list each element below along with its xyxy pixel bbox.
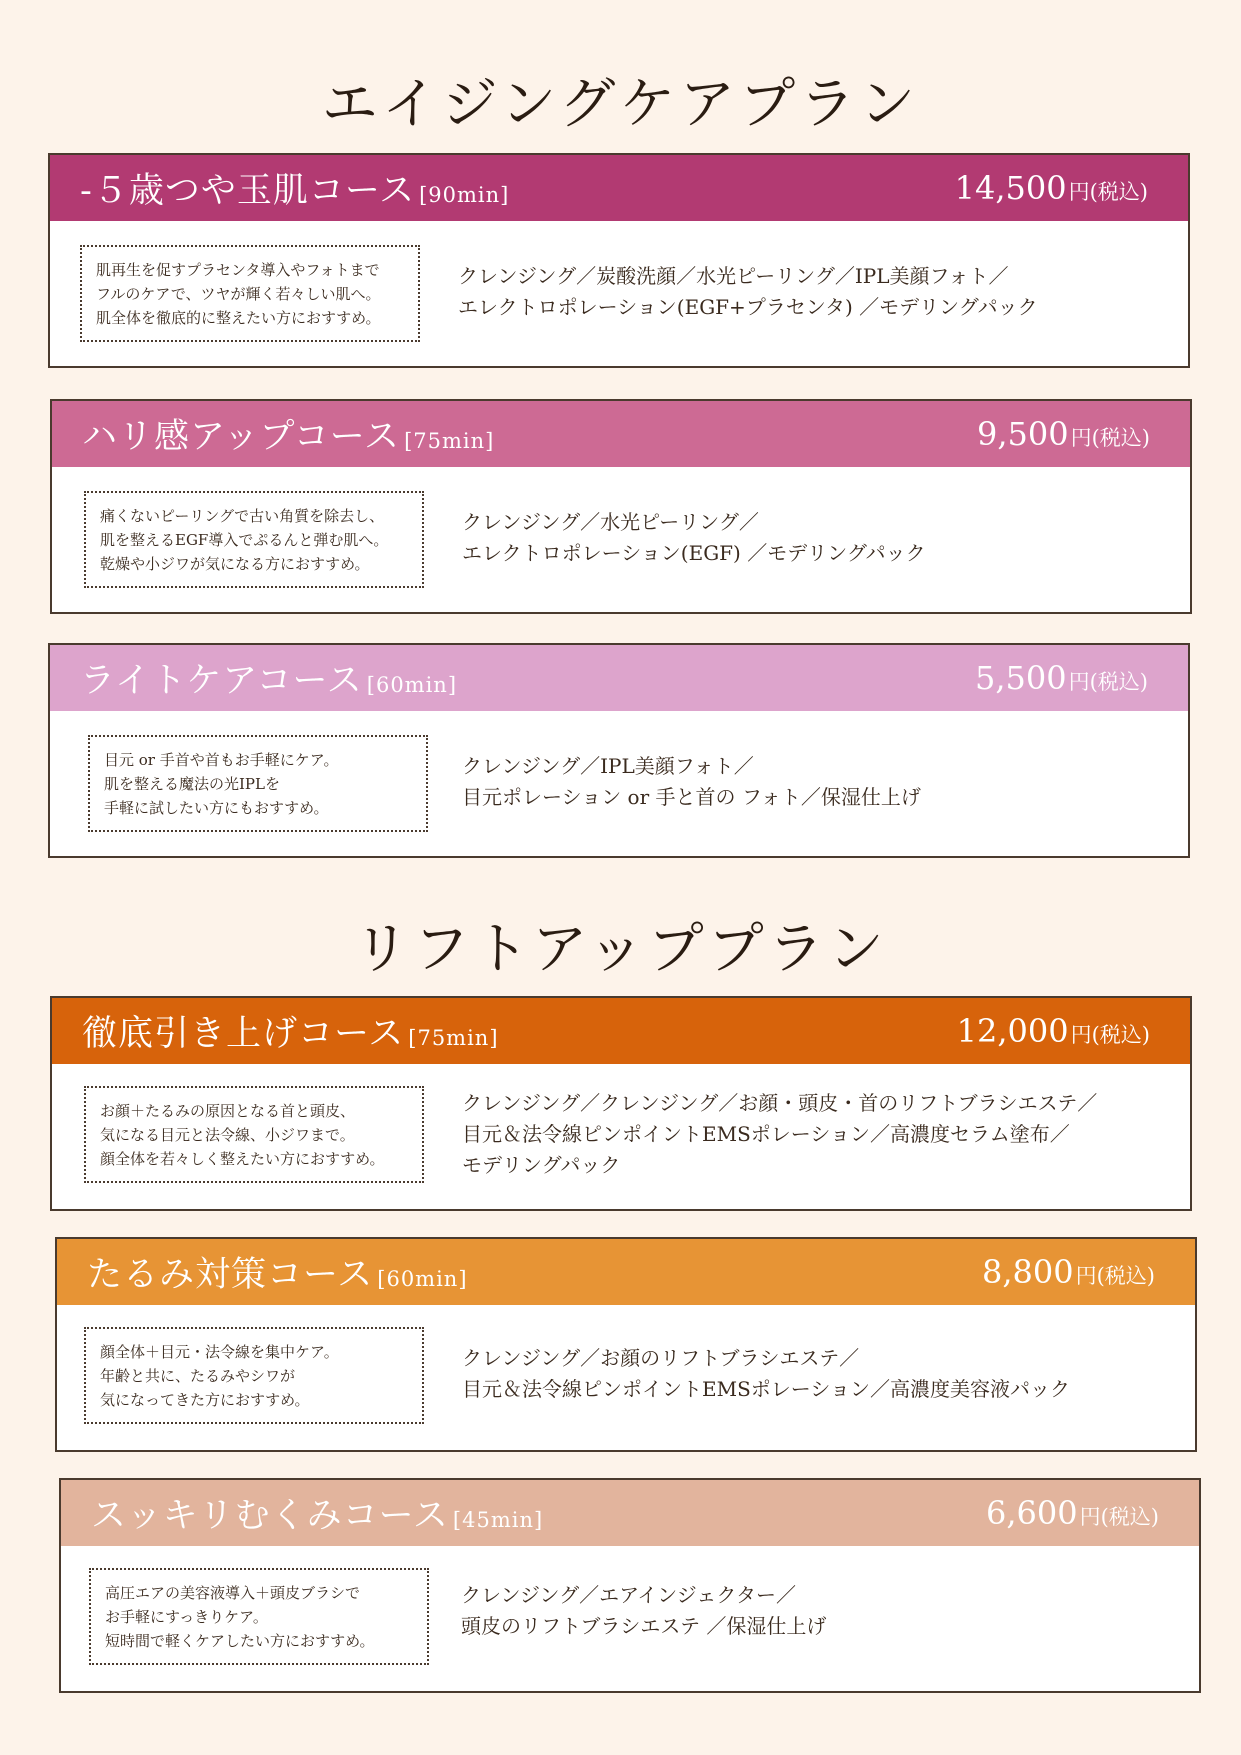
course-menu <box>462 751 921 813</box>
course-price <box>957 1012 1150 1050</box>
price-value: 12,000 <box>956 1012 1069 1050</box>
course-price <box>955 169 1148 207</box>
menu-line: エレクトロポレーション(EGF) ／モデリングパック <box>462 541 926 565</box>
menu-line: クレンジング／お顔のリフトブラシエステ／ <box>462 1346 860 1370</box>
course-name: ハリ感アップコース [75min] <box>82 417 495 457</box>
course-card <box>50 399 1192 614</box>
course-header <box>50 155 1188 221</box>
description-line: 痛くないピーリングで古い角質を除去し、 <box>100 506 385 525</box>
menu-line: クレンジング／炭酸洗顔／水光ピーリング／IPL美顔フォト／ <box>458 264 1009 288</box>
description-line: 肌を整えるEGF導入でぷるんと弾む肌へ。 <box>100 530 389 549</box>
description-line: 肌全体を徹底的に整えたい方におすすめ。 <box>96 308 381 327</box>
description-line: 肌を整える魔法の光IPLを <box>104 774 280 793</box>
course-description <box>89 1568 429 1665</box>
price-unit: 円(税込) <box>1075 1264 1155 1288</box>
course-name: ライトケアコース [60min] <box>80 661 458 701</box>
course-description <box>84 491 424 588</box>
description-line: 目元 or 手首や首もお手軽にケア。 <box>104 750 339 769</box>
menu-line: 頭皮のリフトブラシエステ ／保湿仕上げ <box>461 1614 827 1638</box>
course-body <box>52 1064 1190 1209</box>
course-price <box>975 659 1148 697</box>
description-line: 肌再生を促すプラセンタ導入やフォトまで <box>96 260 380 279</box>
price-value: 8,800 <box>982 1253 1074 1291</box>
section-title-aging-care: エイジングケアプラン <box>321 72 920 137</box>
description-line: 短時間で軽くケアしたい方におすすめ。 <box>105 1631 375 1650</box>
description-line: お顔＋たるみの原因となる首と頭皮、 <box>100 1101 356 1120</box>
description-line: 手軽に試したい方にもおすすめ。 <box>104 798 329 817</box>
course-description <box>84 1086 424 1183</box>
menu-line: 目元＆法令線ピンポイントEMSポレーション／高濃度セラム塗布／ <box>462 1122 1070 1146</box>
course-duration: [60min] <box>377 1267 468 1291</box>
course-price <box>986 1494 1159 1532</box>
course-card <box>48 643 1190 858</box>
description-line: 顔全体＋目元・法令線を集中ケア。 <box>100 1342 339 1361</box>
course-header <box>52 401 1190 467</box>
menu-line: 目元＆法令線ピンポイントEMSポレーション／高濃度美容液パック <box>462 1377 1070 1401</box>
course-duration: [90min] <box>419 183 510 207</box>
course-body <box>61 1546 1199 1691</box>
description-line: 気になる目元と法令線、小ジワまで。 <box>100 1125 355 1144</box>
price-value: 6,600 <box>986 1494 1078 1532</box>
course-header <box>57 1239 1195 1305</box>
price-unit: 円(税込) <box>1070 426 1150 450</box>
description-line: お手軽にすっきりケア。 <box>105 1607 268 1626</box>
price-unit: 円(税込) <box>1068 670 1148 694</box>
section-title-lift-up: リフトアッププラン <box>353 917 888 982</box>
course-duration: [45min] <box>452 1508 544 1532</box>
course-menu <box>461 1580 826 1642</box>
description-line: 年齢と共に、たるみやシワが <box>100 1366 296 1385</box>
price-unit: 円(税込) <box>1068 180 1148 204</box>
course-price <box>977 415 1150 453</box>
course-menu <box>462 507 926 569</box>
price-value: 14,500 <box>954 169 1067 207</box>
course-menu <box>462 1343 1070 1405</box>
course-duration: [75min] <box>404 429 495 453</box>
description-line: 気になってきた方におすすめ。 <box>100 1390 310 1409</box>
description-line: フルのケアで、ツヤが輝く若々しい肌へ。 <box>96 284 381 303</box>
course-name: たるみ対策コース [60min] <box>87 1255 468 1295</box>
course-card <box>55 1237 1197 1452</box>
course-card <box>48 153 1190 368</box>
course-body <box>50 221 1188 366</box>
course-header <box>52 998 1190 1064</box>
price-value: 5,500 <box>975 659 1067 697</box>
course-body <box>57 1305 1195 1450</box>
course-header <box>50 645 1188 711</box>
course-name: -５歳つや玉肌コース [90min] <box>80 171 510 211</box>
course-description <box>88 735 428 832</box>
course-name: スッキリむくみコース [45min] <box>91 1496 544 1536</box>
course-description <box>84 1327 424 1424</box>
course-duration: [75min] <box>408 1026 499 1050</box>
price-unit: 円(税込) <box>1079 1505 1159 1529</box>
price-value: 9,500 <box>977 415 1069 453</box>
menu-line: クレンジング／水光ピーリング／ <box>462 510 759 534</box>
menu-line: モデリングパック <box>462 1153 621 1177</box>
course-menu <box>462 1088 1097 1181</box>
course-card <box>59 1478 1201 1693</box>
course-price <box>982 1253 1155 1291</box>
course-menu <box>458 261 1038 323</box>
course-duration: [60min] <box>366 673 458 697</box>
description-line: 高圧エアの美容液導入＋頭皮ブラシで <box>105 1583 361 1602</box>
menu-line: クレンジング／IPL美顔フォト／ <box>462 754 754 778</box>
menu-line: 目元ポレーション or 手と首の フォト／保湿仕上げ <box>462 785 921 809</box>
description-line: 顔全体を若々しく整えたい方におすすめ。 <box>100 1149 385 1168</box>
description-line: 乾燥や小ジワが気になる方におすすめ。 <box>100 554 370 573</box>
course-body <box>52 467 1190 612</box>
menu-line: エレクトロポレーション(EGF+プラセンタ) ／モデリングパック <box>458 295 1038 319</box>
course-name: 徹底引き上げコース [75min] <box>82 1014 499 1054</box>
course-body <box>50 711 1188 856</box>
price-unit: 円(税込) <box>1070 1023 1150 1047</box>
course-header <box>61 1480 1199 1546</box>
menu-line: クレンジング／クレンジング／お顔・頭皮・首のリフトブラシエステ／ <box>462 1091 1098 1115</box>
menu-line: クレンジング／エアインジェクター／ <box>461 1583 796 1607</box>
course-card <box>50 996 1192 1211</box>
course-description <box>80 245 420 342</box>
